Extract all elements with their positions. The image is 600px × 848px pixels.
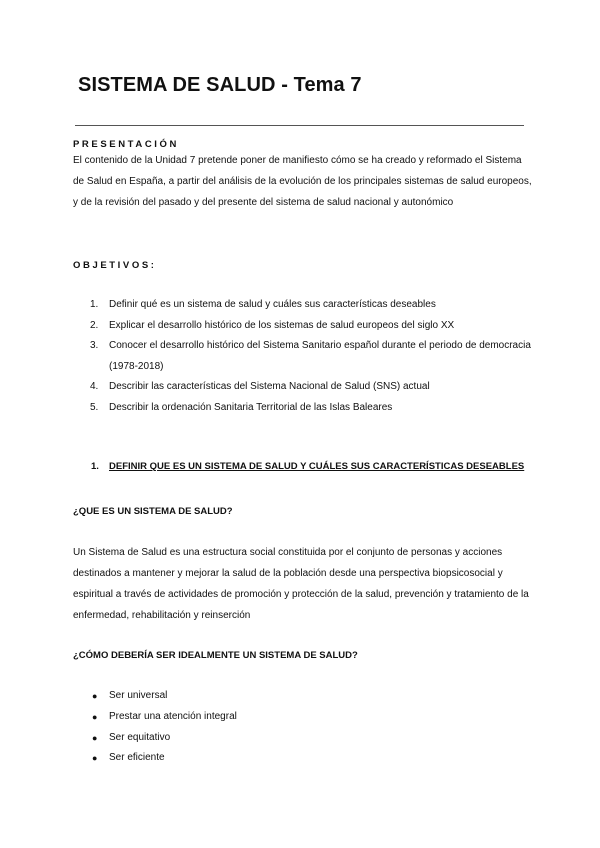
list-number: 3.	[90, 340, 99, 352]
list-item-text: Definir qué es un sistema de salud y cuáles sus características deseables	[109, 299, 436, 310]
document-title: SISTEMA DE SALUD - Tema 7	[78, 74, 362, 96]
que-es-text: Un Sistema de Salud es una estructura social constituida por el conjunto de personas y acciones destinados a mantener y mejorar la salud de la población desde una perspectiva biopsicosocial y espiritual a través de actividades de promoción y protección de la salud, prevención y tratamiento de la enfermedad, rehabilitación y reinserción	[73, 547, 529, 621]
presentacion-text: El contenido de la Unidad 7 pretende poner de manifiesto cómo se ha creado y reformado el Sistema de Salud en España, a partir del análisis de la evolución de los principales sistemas de salud europeos, y de la revisión del pasado y del presente del sistema de salud nacional y autonómico	[73, 155, 532, 208]
objetivos-heading: OBJETIVOS:	[73, 260, 157, 271]
list-item	[73, 316, 533, 337]
section-number: 1.	[91, 461, 99, 472]
presentacion-heading: PRESENTACIÓN	[73, 139, 179, 150]
bullet-icon: ●	[92, 691, 98, 701]
list-item	[73, 377, 533, 398]
que-es-heading: ¿QUE ES UN SISTEMA DE SALUD?	[73, 506, 233, 517]
list-item	[73, 728, 533, 749]
list-number: 2.	[90, 319, 99, 331]
bullet-icon: ●	[92, 753, 98, 764]
objetivos-list	[73, 295, 533, 419]
list-item	[73, 748, 533, 769]
list-number: 5.	[90, 401, 99, 413]
list-item	[73, 707, 533, 728]
caracteristicas-list	[73, 686, 533, 769]
list-item-text: Ser equitativo	[109, 731, 171, 743]
list-item-text: Ser universal	[109, 690, 168, 701]
list-item	[73, 295, 533, 316]
como-deberia-heading: ¿CÓMO DEBERÍA SER IDEALMENTE UN SISTEMA DE SALUD?	[73, 650, 358, 661]
list-item-text: Describir las características del Sistema Nacional de Salud (SNS) actual	[109, 381, 430, 393]
list-item-text: Conocer el desarrollo histórico del Sistema Sanitario español durante el periodo de democracia (1978-2018)	[109, 340, 531, 372]
title-divider	[75, 125, 524, 126]
list-number: 1.	[90, 299, 99, 310]
list-item-text: Prestar una atención integral	[109, 710, 237, 722]
list-item	[73, 336, 533, 377]
bullet-icon: ●	[92, 711, 98, 722]
section-1-heading	[91, 461, 524, 472]
list-item	[73, 398, 533, 419]
list-item	[73, 686, 533, 707]
bullet-icon: ●	[92, 732, 98, 743]
section-title: DEFINIR QUE ES UN SISTEMA DE SALUD Y CUÁLES SUS CARACTERÍSTICAS DESEABLES	[109, 461, 525, 472]
list-number: 4.	[90, 381, 99, 393]
list-item-text: Explicar el desarrollo histórico de los sistemas de salud europeos del siglo XX	[109, 319, 455, 331]
list-item-text: Ser eficiente	[109, 752, 165, 764]
list-item-text: Describir la ordenación Sanitaria Territorial de las Islas Baleares	[109, 401, 393, 413]
